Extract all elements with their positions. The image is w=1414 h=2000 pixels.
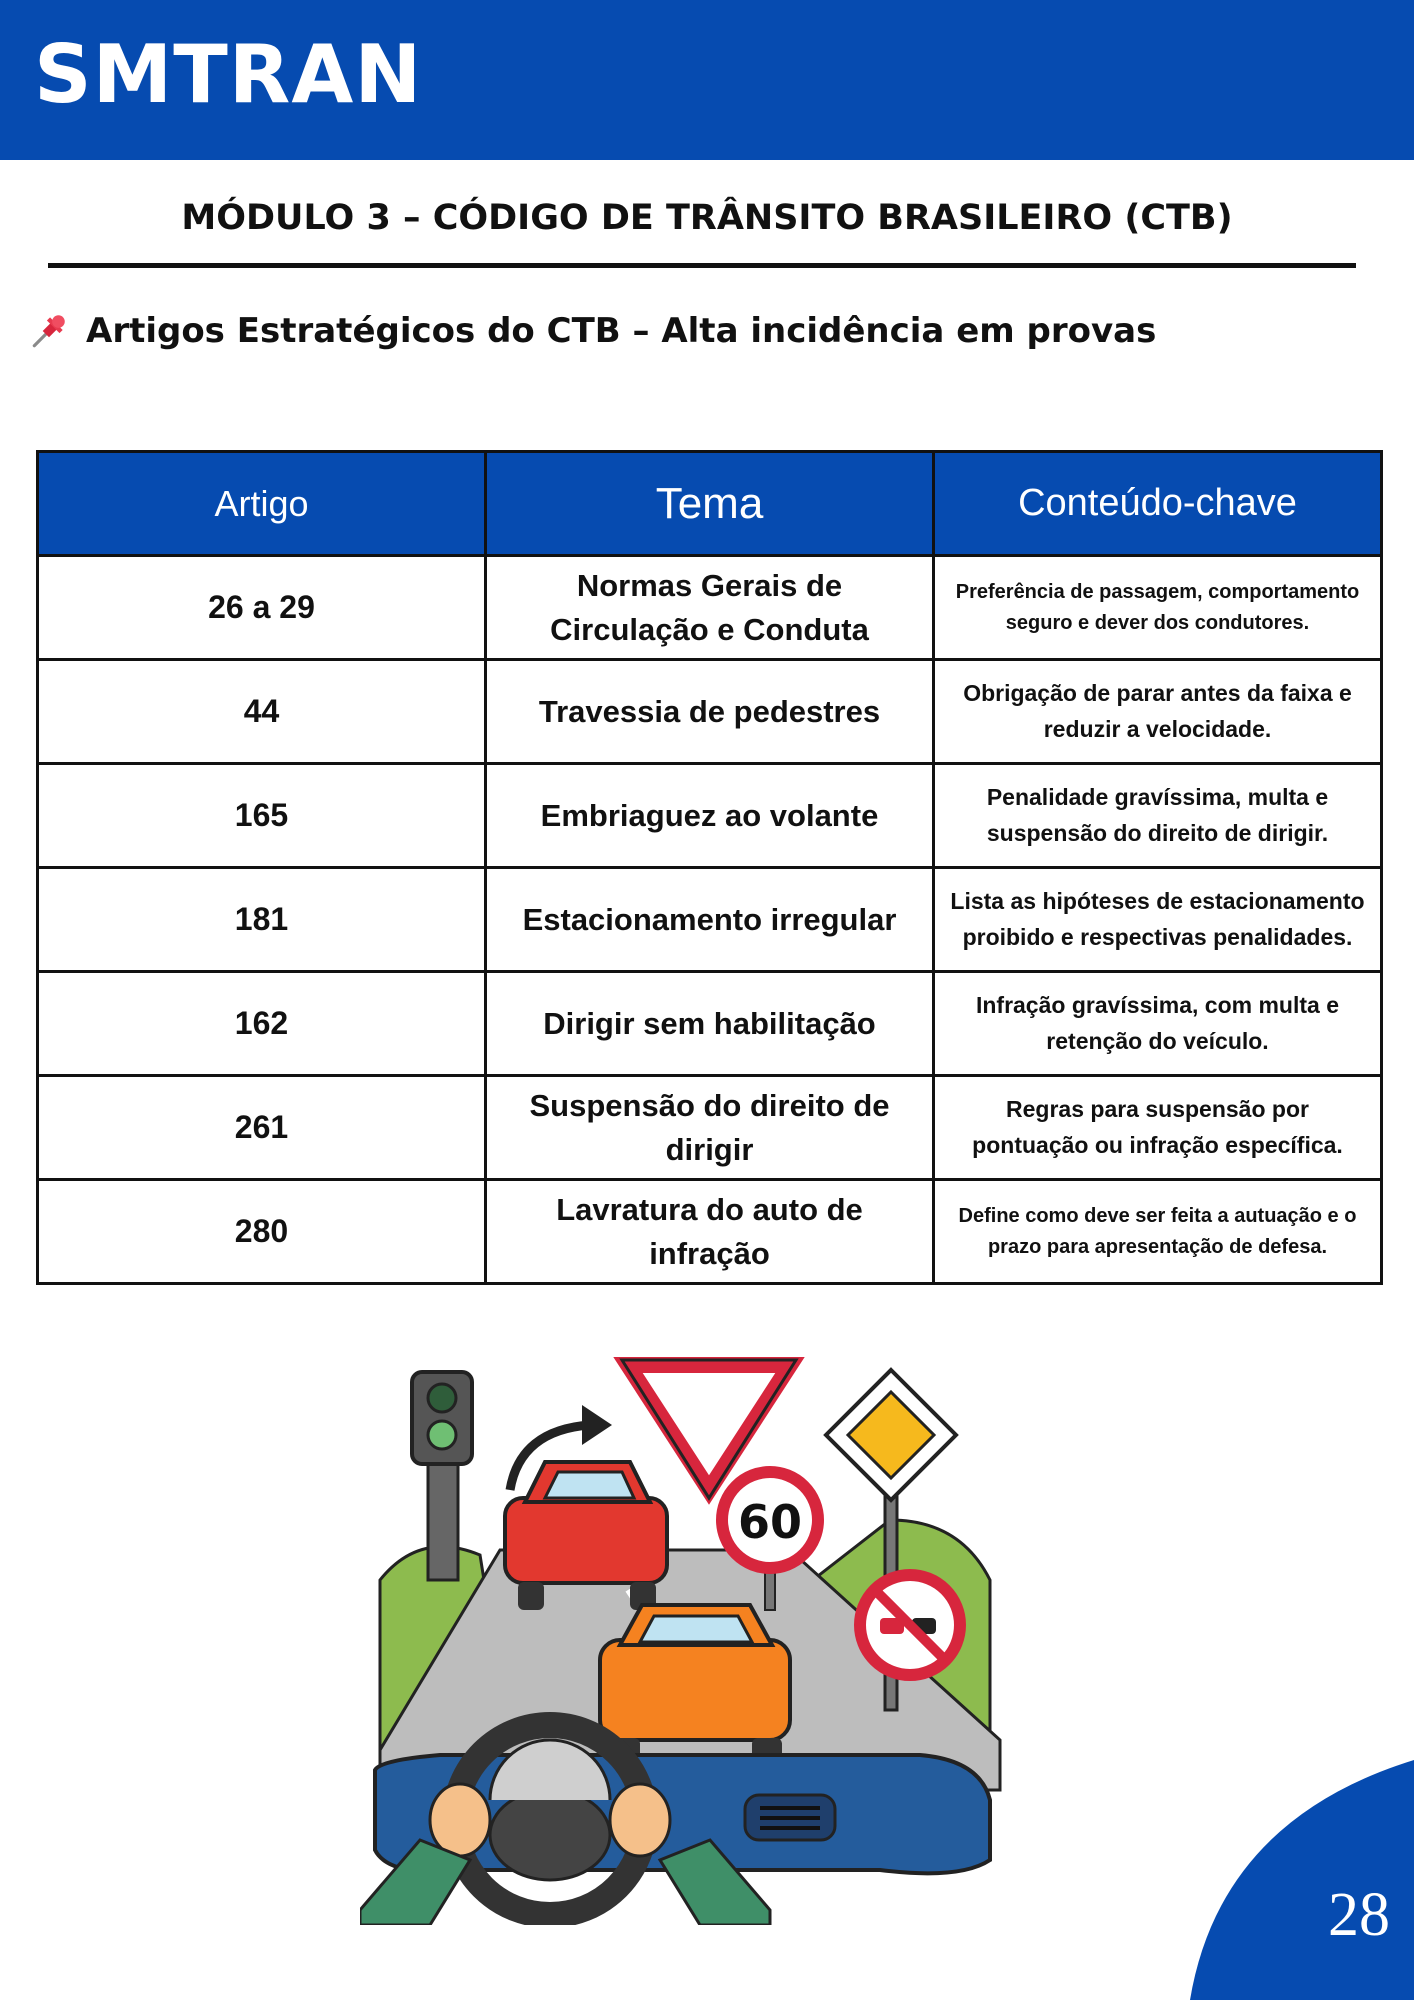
table-row [38, 556, 1382, 660]
cell-artigo: 181 [38, 868, 486, 972]
cell-tema: Dirigir sem habilitação [486, 972, 934, 1076]
cell-tema: Travessia de pedestres [486, 660, 934, 764]
column-header-conteudo: Conteúdo-chave [934, 452, 1382, 556]
cell-artigo: 165 [38, 764, 486, 868]
cell-conteudo: Define como deve ser feita a autuação e o prazo para apresentação de defesa. [934, 1180, 1382, 1284]
cell-tema: Embriaguez ao volante [486, 764, 934, 868]
table-header-row [38, 452, 1382, 556]
module-title: MÓDULO 3 – CÓDIGO DE TRÂNSITO BRASILEIRO (CTB) [181, 198, 1233, 238]
cell-conteudo: Penalidade gravíssima, multa e suspensão do direito de dirigir. [934, 764, 1382, 868]
page-number: 28 [1328, 1881, 1390, 1949]
cell-artigo: 280 [38, 1180, 486, 1284]
cell-tema: Estacionamento irregular [486, 868, 934, 972]
cell-tema: Normas Gerais de Circulação e Conduta [486, 556, 934, 660]
cell-conteudo: Obrigação de parar antes da faixa e reduzir a velocidade. [934, 660, 1382, 764]
cell-artigo: 26 a 29 [38, 556, 486, 660]
cell-tema: Lavratura do auto de infração [486, 1180, 934, 1284]
speed-limit-value: 60 [737, 1495, 803, 1549]
left-hand [430, 1784, 490, 1856]
orange-car-icon [600, 1640, 790, 1740]
table-row [38, 660, 1382, 764]
cell-artigo: 162 [38, 972, 486, 1076]
table-row [38, 764, 1382, 868]
column-header-tema: Tema [486, 452, 934, 556]
cell-artigo: 261 [38, 1076, 486, 1180]
cell-conteudo: Lista as hipóteses de estacionamento proibido e respectivas penalidades. [934, 868, 1382, 972]
section-heading-text: Artigos Estratégicos do CTB – Alta incidência em provas [86, 311, 1157, 351]
cell-tema: Suspensão do direito de dirigir [486, 1076, 934, 1180]
ctb-articles-table [36, 450, 1383, 1285]
brand-title: SMTRAN [34, 28, 423, 121]
cell-conteudo: Infração gravíssima, com multa e retenção do veículo. [934, 972, 1382, 1076]
table-row [38, 972, 1382, 1076]
cell-artigo: 44 [38, 660, 486, 764]
pushpin-icon [28, 310, 70, 352]
cell-conteudo: Preferência de passagem, comportamento seguro e dever dos condutores. [934, 556, 1382, 660]
red-car-icon [505, 1498, 667, 1583]
column-header-artigo: Artigo [38, 452, 486, 556]
cell-conteudo: Regras para suspensão por pontuação ou infração específica. [934, 1076, 1382, 1180]
table-row [38, 868, 1382, 972]
driving-illustration [360, 1350, 1010, 1925]
table-row [38, 1180, 1382, 1284]
section-heading [28, 310, 1156, 352]
header-bar [0, 0, 1414, 160]
right-hand [610, 1784, 670, 1856]
title-divider [48, 263, 1356, 268]
table-row [38, 1076, 1382, 1180]
